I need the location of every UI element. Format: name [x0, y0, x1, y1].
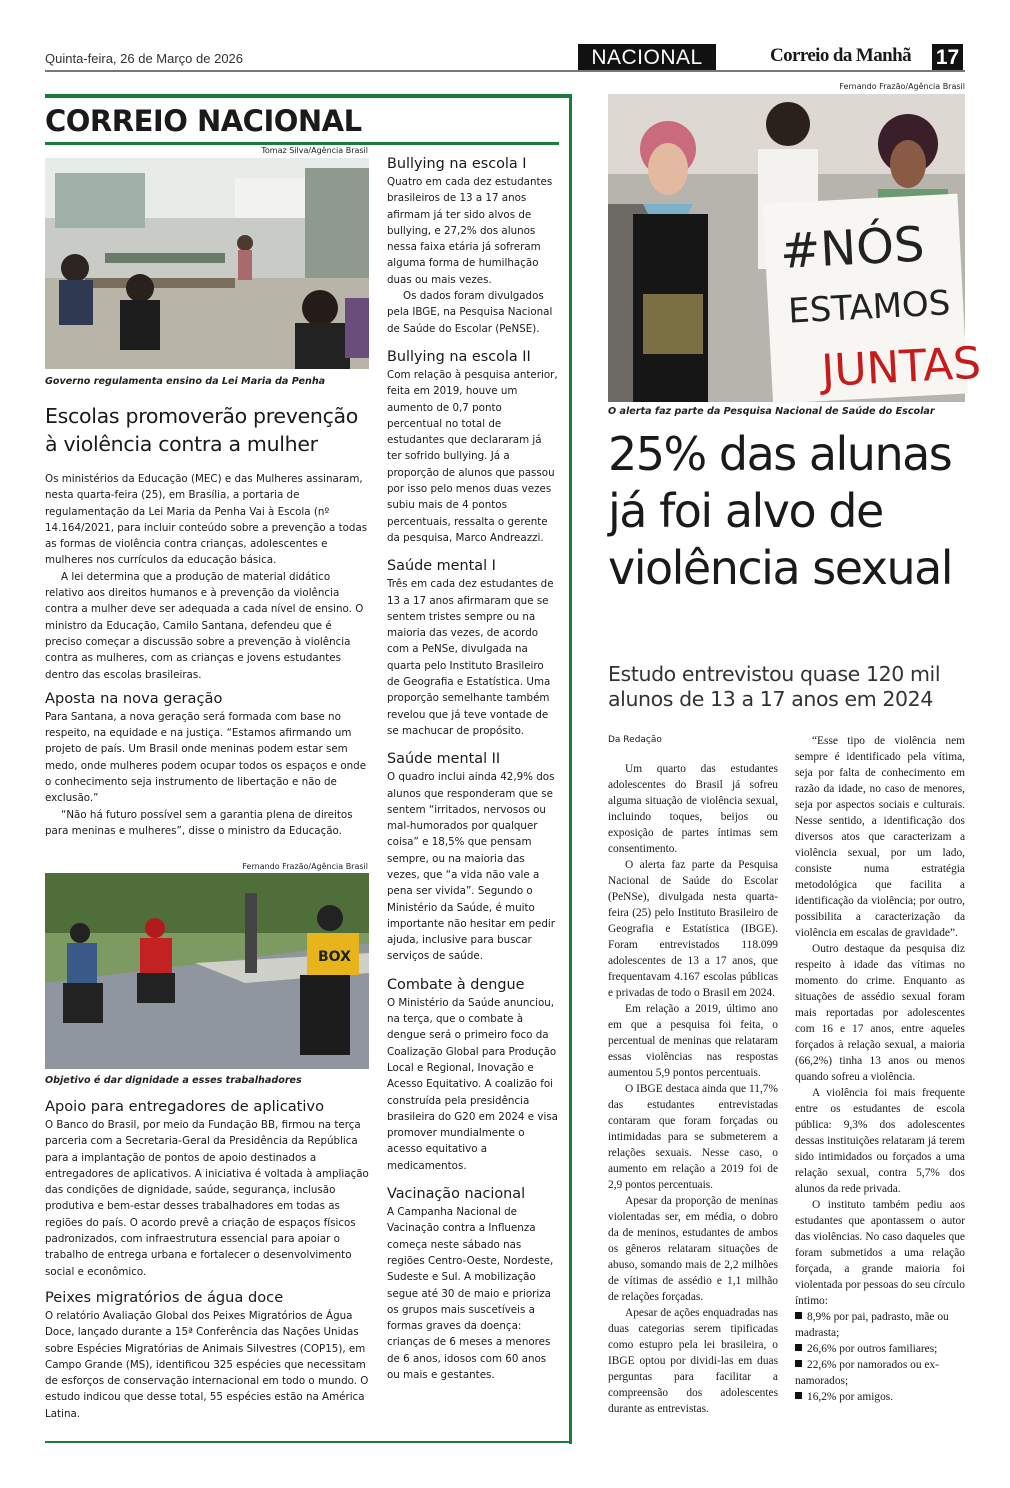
protest-photo	[608, 94, 983, 402]
brief-text: A Campanha Nacional de Vacinação contra a Influenza começa neste sábado nas regiões Centro-Oeste, Nordeste, Sudeste e Sul. A mobilização segue até 30 de maio e prioriza os grupos mais suscetíveis a formas graves da doença: crianças de 6 meses a menores de 6 anos, idosos com 60 anos ou mais e gestantes.	[387, 1206, 554, 1381]
section-title-rule	[45, 142, 559, 145]
brief-text: O quadro inclui ainda 42,9% dos alunos que responderam que se sentem “irritados, nervosos ou mal-humorados por qualquer coisa” e 18,5% que pensam sempre, ou na maioria das vezes, que “a vida não vale a pena ser vivida”. Segundo o Ministério da Saúde, é muito importante não hesitar em pedir ajuda, inclusive para buscar serviços de saúde.	[387, 771, 555, 963]
brief-title: Vacinação nacional	[387, 1186, 526, 1203]
sign-text: ESTAMOS	[787, 283, 952, 332]
photo-caption: Objetivo é dar dignidade a esses trabalhadores	[45, 1075, 302, 1086]
briefs-left	[45, 1097, 369, 1422]
box-right-rule	[569, 94, 572, 1444]
paragraph: Para Santana, a nova geração será formada com base no respeito, na equidade e na justiça. “Estamos afirmando um projeto de país. Um Brasil onde meninas podem estar sem medo, onde mulheres podem ocupar todos os espaços e onde o conhecimento seja instrumento de libertação e não de exclusão.”	[45, 710, 367, 805]
issue-date: Quinta-feira, 26 de Março de 2026	[45, 51, 244, 66]
photo-caption: Governo regulamenta ensino da Lei Maria da Penha	[45, 376, 326, 387]
article-subhead: Aposta na nova geração	[45, 689, 223, 707]
bullet-item	[795, 1389, 965, 1405]
brief-text: Com relação à pesquisa anterior, feita em 2019, houve um aumento de 0,7 ponto percentual no total de estudantes que declararam já ter sofrido bullying. Já a proporção de alunos que passou por isso pelo menos duas vezes subiu mais de 4 pontos percentuais, ressalta o gerente da pesquisa, Marco Andreazzi.	[387, 368, 558, 544]
bullet-text: 8,9% por pai, padrasto, mãe ou madrasta;	[795, 1311, 949, 1339]
bullet-square-icon	[795, 1392, 802, 1399]
brief-text: O relatório Avaliação Global dos Peixes Migratórios de Água Doce, lançado durante a 15ª Conferência das Nações Unidas sobre Espécies Migratórias de Animais Silvestres (COP15), em Campo Grande (MS), identificou 325 espécies que necessitam de esforços de conservação internacional em todo o mundo. O estudo indicou que desse total, 55 espécies estão na América Latina.	[45, 1309, 369, 1420]
brief-title: Bullying na escola II	[387, 348, 531, 365]
brief-title: Apoio para entregadores de aplicativo	[45, 1098, 324, 1115]
brief-title: Saúde mental I	[387, 558, 496, 575]
paragraph: O IBGE destaca ainda que 11,7% das estudantes entrevistadas contaram que foram forçadas ou intimidadas para se submeterem a relações sexuais. Nesse caso, o aumento em relação a 2019 foi de 2,9 pontos percentuais.	[608, 1083, 778, 1191]
main-headline: 25% das alunas já foi alvo de violência sexual	[608, 427, 953, 595]
bullet-item	[795, 1357, 965, 1389]
newspaper-masthead: Correio da Manhã	[770, 45, 911, 66]
section-title: CORREIO NACIONAL	[45, 104, 362, 138]
box-bottom-rule	[45, 1441, 572, 1443]
photo-caption: O alerta faz parte da Pesquisa Nacional de Saúde do Escolar	[608, 406, 935, 417]
brief-text: O Banco do Brasil, por meio da Fundação BB, firmou na terça parceria com a Secretaria-Geral da Presidência da República para a implantação de pontos de apoio destinados a entregadores de aplicativos. A iniciativa é voltada à ampliação das condições de dignidade, saúde, segurança, inclusão produtiva e bem-estar desses trabalhadores em todas as regiões do país. O acordo prevê a criação de espaços físicos padronizados, com infraestrutura essencial para apoiar o trabalho de entrega urbana e fortalecer o desenvolvimento social e econômico.	[45, 1119, 369, 1278]
byline: Da Redação	[608, 735, 662, 745]
paragraph: O instituto também pediu aos estudantes que apontassem o autor das violências. No caso daqueles que foram submetidos a uma relação forçada, a grande maioria foi violentada por pessoas do seu círculo íntimo:	[795, 1199, 965, 1307]
brief-title: Bullying na escola I	[387, 156, 527, 172]
paragraph: “Não há futuro possível sem a garantia plena de direitos para meninas e mulheres”, disse o ministro da Educação.	[45, 808, 353, 837]
article-headline: Escolas promoverão prevenção à violência contra a mulher	[45, 404, 359, 456]
classroom-photo	[45, 158, 369, 369]
paragraph: “Esse tipo de violência nem sempre é identificado pela vítima, seja por falta de conhecimento em razão da idade, no caso de menores, seja por aspectos sociais e culturais. Nesse sentido, a identificação dos diversos atos que caracterizam a violência sexual, por um lado, consiste numa estratégia metodológica que facilita a identificação da violência; por outro, possibilita a caracterização da violência em escalas de gravidade”.	[795, 735, 965, 939]
paragraph: Apesar de ações enquadradas nas duas categorias serem tipificadas como estupro pela lei brasileira, o IBGE optou por dividi-las em duas perguntas para facilitar a compreensão dos adolescentes durante as entrevistas.	[608, 1307, 778, 1415]
sign-text: JUNTAS	[820, 337, 983, 397]
brief-text: Três em cada dez estudantes de 13 a 17 anos afirmaram que se sentem tristes sempre ou na maioria das vezes, de acordo com a PeNSe, divulgada na quarta pelo Instituto Brasileiro de Geografia e Estatística. Uma proporção semelhante também revelou que já teve vontade de se machucar de propósito.	[387, 578, 554, 737]
bullet-square-icon	[795, 1360, 802, 1367]
paragraph: Em relação a 2019, último ano em que a pesquisa foi feita, o percentual de meninas que relataram essas violências nas respostas aumentou 5,9 pontos percentuais.	[608, 1003, 778, 1079]
bullet-text: 16,2% por amigos.	[807, 1391, 894, 1403]
photo-credit: Fernando Frazão/Agência Brasil	[839, 82, 965, 91]
brief-text: Os dados foram divulgados pela IBGE, na Pesquisa Nacional de Saúde do Escolar (PeNSE).	[387, 290, 553, 335]
box-top-rule	[45, 94, 572, 98]
paragraph: Outro destaque da pesquisa diz respeito à idade das vítimas no momento do crime. Enquanto as situações de assédio sexual foram mais reportadas por adolescentes com 16 e 17 anos, entre aqueles forçados à relação sexual, a maioria (66,2%) tinha 13 anos ou menos quando sofreu a violência.	[795, 943, 965, 1083]
section-label: NACIONAL	[578, 44, 716, 71]
paragraph: Os ministérios da Educação (MEC) e das Mulheres assinaram, nesta quarta-feira (25), em Brasília, a portaria de regulamentação da Lei Maria da Penha Vai à Escola (nº 14.164/2021, para incluir conteúdo sobre a prevenção a todas as formas de violência contra crianças, adolescentes e mulheres nos currículos da educação básica.	[45, 473, 368, 567]
paragraph: Apesar da proporção de meninas violentadas ser, em média, o dobro da de meninos, estudantes de ambos os gêneros relataram situações de abuso, somando mais de 2,2 milhões de vítimas de assédio e 1,1 milhão de relações forçadas.	[608, 1195, 778, 1303]
brief-text: O Ministério da Saúde anunciou, na terça, que o combate à dengue será o primeiro foco da Coalização Global para Produção Local e Regional, Inovação e Acesso Equitativo. A coalizão foi construída pela presidência brasileira do G20 em 2024 e visa promover mundialmente o acesso equitativo a medicamentos.	[387, 996, 558, 1172]
header-rule	[45, 70, 965, 72]
photo-credit: Tomaz Silva/Agência Brasil	[261, 146, 368, 155]
brief-text: Quatro em cada dez estudantes brasileiros de 13 a 17 anos afirmam já ter sido alvos de bullying, e 27,2% dos alunos nessa faixa etária já sofreram alguma forma de humilhação duas ou mais vezes.	[387, 176, 553, 286]
box-label: BOX	[318, 949, 351, 965]
bullet-square-icon	[795, 1344, 802, 1351]
paragraph: A violência foi mais frequente entre os estudantes de escola pública: 9,3% dos adolescentes dessas instituições relataram já terem sido intimidados ou forçados a uma relação sexual, contra 5,7% dos alunos da rede privada.	[795, 1087, 965, 1195]
bullet-item	[795, 1341, 965, 1357]
main-article-body	[608, 733, 965, 1417]
brief-title: Saúde mental II	[387, 751, 501, 768]
brief-title: Combate à dengue	[387, 976, 525, 993]
main-subheadline: Estudo entrevistou quase 120 mil alunos de 13 a 17 anos em 2024	[608, 662, 941, 711]
bullet-item	[795, 1309, 965, 1341]
brief-title: Peixes migratórios de água doce	[45, 1288, 284, 1306]
paragraph: O alerta faz parte da Pesquisa Nacional de Saúde do Escolar (PeNSe), divulgada nesta quarta-feira (25) pelo Instituto Brasileiro de Geografia e Estatística (IBGE). Foram entrevistados 118.099 adolescentes de 13 a 17 anos, que frequentavam 4.167 escolas públicas e privadas de todo o Brasil em 2024.	[608, 859, 778, 999]
photo-credit: Fernando Frazão/Agência Brasil	[242, 862, 368, 871]
article-body	[45, 471, 369, 839]
paragraph: Um quarto das estudantes adolescentes do Brasil já sofreu alguma situação de violência sexual, incluindo toques, beijos ou exposição de partes íntimas sem consentimento.	[608, 763, 778, 855]
bullet-square-icon	[795, 1312, 802, 1319]
bullet-text: 22,6% por namorados ou ex-namorados;	[795, 1359, 939, 1387]
delivery-riders-photo	[45, 873, 369, 1069]
bullet-text: 26,6% por outros familiares;	[807, 1343, 938, 1355]
page-number: 17	[932, 44, 963, 71]
paragraph: A lei determina que a produção de material didático relativo aos direitos humanos e à prevenção da violência contra a mulher deve ser adequada a cada nível de ensino. O ministro da Educação, Camilo Santana, defendeu que é preciso começar a discussão sobre a prevenção à violência contra as mulheres, com as crianças e jovens estudantes dentro das escolas brasileiras.	[45, 570, 364, 681]
sign-text: #NÓS	[778, 216, 926, 280]
briefs-middle	[387, 154, 558, 1383]
